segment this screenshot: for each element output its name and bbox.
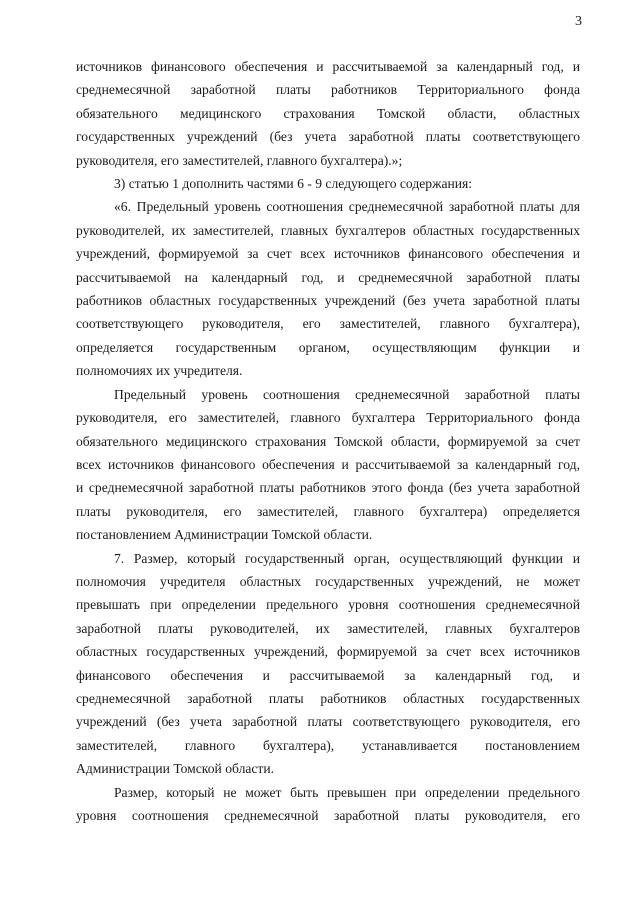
text-line: рассчитываемой на календарный год, и среднемесячной заработной платы bbox=[76, 269, 580, 285]
text-line: руководителя, его заместителей, главного бухгалтера).»; bbox=[76, 152, 403, 168]
text-line: Размер, который не может быть превышен при определении предельного bbox=[114, 784, 580, 800]
text-line: 7. Размер, который государственный орган, осуществляющий функции и bbox=[114, 550, 580, 566]
text-line: платы руководителя, его заместителей, главного бухгалтера) определяется bbox=[76, 503, 580, 519]
text-line: учреждений (без учета заработной платы соответствующего руководителя, его bbox=[76, 714, 580, 730]
document-body bbox=[76, 55, 580, 827]
text-line: полномочия учредителя областных государственных учреждений, не может bbox=[76, 573, 580, 589]
text-line: уровня соотношения среднемесячной заработной платы руководителя, его bbox=[76, 808, 580, 823]
text-line: финансового обеспечения и рассчитываемой за календарный год, и bbox=[76, 667, 580, 683]
text-line: среднемесячной заработной платы работников Территориального фонда bbox=[76, 82, 580, 98]
text-line: обязательного медицинского страхования Томской области, областных bbox=[76, 105, 580, 121]
text-line: заработной платы руководителей, их заместителей, главных бухгалтеров bbox=[76, 620, 580, 636]
text-line: обязательного медицинского страхования Томской области, формируемой за счет bbox=[76, 433, 580, 449]
text-line: работников областных государственных учреждений (без учета заработной платы bbox=[76, 293, 580, 309]
text-line: руководителя, его заместителей, главного бухгалтера Территориального фонда bbox=[76, 410, 580, 426]
text-line: постановлением Администрации Томской области. bbox=[76, 527, 373, 543]
text-line: заместителей, главного бухгалтера), устанавливается постановлением bbox=[76, 737, 580, 753]
text-line: областных государственных учреждений, формируемой за счет всех источников bbox=[76, 644, 580, 660]
text-line: Предельный уровень соотношения среднемесячной заработной платы bbox=[114, 386, 580, 402]
text-line: полномочиях их учредителя. bbox=[76, 363, 243, 379]
text-line: государственных учреждений (без учета заработной платы соответствующего bbox=[76, 129, 580, 145]
text-line: всех источников финансового обеспечения и рассчитываемой за календарный год, bbox=[76, 456, 580, 472]
text-line: «6. Предельный уровень соотношения среднемесячной заработной платы для bbox=[114, 199, 580, 215]
text-line: соответствующего руководителя, его заместителей, главного бухгалтера), bbox=[76, 316, 580, 332]
text-line: среднемесячной заработной платы работников областных государственных bbox=[76, 690, 580, 706]
text-line: руководителей, их заместителей, главных бухгалтеров областных государственных bbox=[76, 222, 580, 238]
text-line: учреждений, формируемой за счет всех источников финансового обеспечения и bbox=[76, 246, 580, 262]
text-line: превышать при определении предельного уровня соотношения среднемесячной bbox=[76, 597, 580, 613]
text-line: источников финансового обеспечения и рассчитываемой за календарный год, и bbox=[76, 59, 580, 74]
text-line: 3) статью 1 дополнить частями 6 - 9 следующего содержания: bbox=[114, 176, 473, 192]
page-number: 3 bbox=[575, 14, 582, 29]
text-line: определяется государственным органом, осуществляющим функции и bbox=[76, 339, 580, 355]
text-line: и среднемесячной заработной платы работников этого фонда (без учета заработной bbox=[76, 480, 580, 496]
text-line: Администрации Томской области. bbox=[76, 761, 275, 777]
